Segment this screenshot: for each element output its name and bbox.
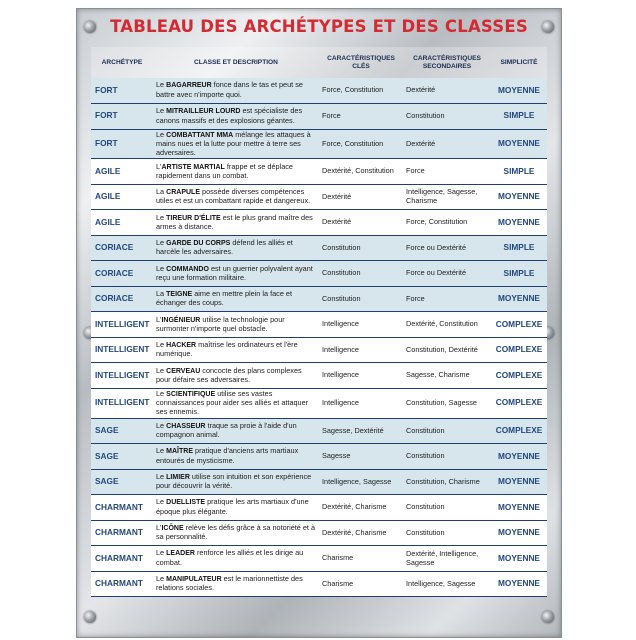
description-cell [153, 129, 319, 159]
key-stats-cell: Intelligence [319, 363, 403, 389]
header-archetype: ARCHÉTYPE [91, 47, 153, 78]
description-prefix: Le [156, 573, 167, 583]
archetype-cell: AGILE [91, 210, 153, 236]
header-secondaires: CARACTÉRISTIQUES SECONDAIRES [403, 47, 491, 78]
header-cles: CARACTÉRISTIQUES CLÉS [319, 47, 403, 78]
description-cell [153, 469, 319, 495]
secondary-stats-cell: Force [403, 159, 491, 185]
key-stats-cell: Charisme [319, 571, 403, 597]
archetype-cell: CORIACE [91, 286, 153, 312]
class-description: pratique d'anciens arts martiaux entourés de mysticisme. [156, 446, 299, 465]
description-prefix: L' [156, 314, 162, 324]
secondary-stats-cell: Constitution [403, 444, 491, 470]
description-cell [153, 520, 319, 546]
simplicity-cell: MOYENNE [491, 286, 547, 312]
class-description: utilise son intuition et son expérience pour découvrir la vérité. [156, 471, 312, 491]
secondary-stats-cell: Constitution [403, 520, 491, 546]
class-description: traque sa proie à l'aide d'un compagnon animal. [156, 420, 297, 440]
description-prefix: Le [156, 420, 167, 430]
class-name: CRAPULE [166, 189, 200, 197]
description-prefix: Le [156, 497, 167, 507]
class-description: pratique les arts martiaux d'une époque plus élégante. [156, 497, 309, 516]
secondary-stats-cell: Force, Constitution [403, 210, 491, 236]
table-row [91, 104, 547, 130]
description-prefix: Le [156, 471, 167, 481]
class-name: HACKER [166, 342, 197, 350]
secondary-stats-cell: Intelligence, Sagesse, Charisme [403, 184, 491, 210]
simplicity-cell: SIMPLE [491, 235, 547, 261]
description-cell [153, 104, 319, 130]
simplicity-cell: MOYENNE [491, 546, 547, 572]
table-row [91, 312, 547, 338]
class-description: possède diverses compétences utiles et est un combattant rapide et dangereux. [156, 187, 311, 206]
class-description: concocte des plans complexes pour défaire ses adversaires. [156, 365, 302, 384]
description-prefix: Le [156, 238, 167, 248]
table-row [91, 571, 547, 597]
bolt-icon [542, 611, 554, 623]
key-stats-cell: Intelligence [319, 312, 403, 338]
class-description: est spécialiste des canons massifs et des explosions géantes. [156, 106, 303, 125]
table-row [91, 495, 547, 521]
simplicity-cell: COMPLEXE [491, 418, 547, 444]
secondary-stats-cell: Constitution, Sagesse [403, 388, 491, 418]
class-name: DUELLISTE [166, 499, 206, 507]
table-row [91, 159, 547, 185]
key-stats-cell: Intelligence, Sagesse [319, 469, 403, 495]
class-description: utilise ses vastes connaissances pour aider ses alliés et attaquer ses ennemis. [156, 388, 309, 417]
description-cell [153, 286, 319, 312]
key-stats-cell: Force [319, 104, 403, 130]
key-stats-cell: Constitution [319, 286, 403, 312]
simplicity-cell: MOYENNE [491, 444, 547, 470]
simplicity-cell: COMPLEXE [491, 312, 547, 338]
class-description: renforce les alliés et les dirige au combat. [156, 548, 304, 567]
class-name: TEIGNE [166, 291, 193, 299]
description-cell [153, 571, 319, 597]
description-prefix: Le [156, 263, 167, 273]
secondary-stats-cell: Force [403, 286, 491, 312]
class-name: ICÔNE [161, 524, 184, 532]
archetype-cell: INTELLIGENT [91, 312, 153, 338]
simplicity-cell: MOYENNE [491, 184, 547, 210]
class-name: MITRAILLEUR LOURD [166, 108, 241, 116]
simplicity-cell: MOYENNE [491, 495, 547, 521]
table-row [91, 235, 547, 261]
description-cell [153, 388, 319, 418]
description-cell [153, 184, 319, 210]
simplicity-cell: SIMPLE [491, 159, 547, 185]
class-description: utilise la technologie pour surmonter n'importe quel obstacle. [156, 314, 285, 333]
table-body [91, 78, 547, 597]
archetype-cell: INTELLIGENT [91, 388, 153, 418]
description-prefix: La [156, 187, 167, 197]
header-simplicite: SIMPLICITÉ [491, 47, 547, 78]
simplicity-cell: MOYENNE [491, 520, 547, 546]
class-description: est le plus grand maître des armes à distance. [156, 212, 313, 231]
class-name: BAGARREUR [166, 82, 212, 90]
class-name: COMBATTANT MMA [166, 131, 234, 139]
table-row [91, 337, 547, 363]
secondary-stats-cell: Constitution [403, 495, 491, 521]
description-prefix: Le [156, 365, 167, 375]
class-name: LIMIER [166, 473, 190, 481]
class-name: INGÉNIEUR [161, 316, 201, 324]
archetype-cell: FORT [91, 78, 153, 104]
key-stats-cell: Constitution [319, 261, 403, 287]
description-cell [153, 159, 319, 185]
archetype-cell: AGILE [91, 159, 153, 185]
class-name: LEADER [166, 550, 195, 558]
description-cell [153, 337, 319, 363]
archetype-cell: SAGE [91, 444, 153, 470]
description-cell [153, 78, 319, 104]
simplicity-cell: SIMPLE [491, 261, 547, 287]
class-name: MANIPULATEUR [166, 575, 222, 583]
archetype-cell: CHARMANT [91, 546, 153, 572]
simplicity-cell: MOYENNE [491, 469, 547, 495]
class-description: relève les défis grâce à sa notoriété et à sa personnalité. [156, 522, 316, 542]
class-name: TIREUR D'ÉLITE [166, 214, 221, 222]
secondary-stats-cell: Dextérité [403, 129, 491, 159]
class-name: ARTISTE MARTIAL [161, 163, 225, 171]
table-row [91, 78, 547, 104]
secondary-stats-cell: Force ou Dextérité [403, 235, 491, 261]
class-description: mélange les attaques à mains nues et la lutte pour mettre à terre ses adversaires. [156, 129, 311, 157]
description-prefix: Le [156, 388, 167, 398]
description-cell [153, 363, 319, 389]
class-name: GARDE DU CORPS [166, 240, 231, 248]
description-prefix: L' [156, 522, 162, 532]
class-name: COMMANDO [166, 265, 209, 273]
archetype-cell: SAGE [91, 418, 153, 444]
simplicity-cell: MOYENNE [491, 210, 547, 236]
table-row [91, 286, 547, 312]
classes-table [91, 47, 547, 597]
table-row [91, 444, 547, 470]
secondary-stats-cell: Constitution, Dextérité [403, 337, 491, 363]
class-description: aime en mettre plein la face et échanger des coups. [156, 289, 292, 308]
key-stats-cell: Sagesse, Dextérité [319, 418, 403, 444]
table-row [91, 363, 547, 389]
archetype-cell: CHARMANT [91, 495, 153, 521]
class-name: CERVEAU [166, 367, 201, 375]
class-name: SCIENTIFIQUE [166, 390, 216, 398]
archetype-cell: AGILE [91, 184, 153, 210]
table-row [91, 129, 547, 159]
simplicity-cell: COMPLEXE [491, 363, 547, 389]
key-stats-cell: Dextérité [319, 184, 403, 210]
description-prefix: Le [156, 340, 167, 350]
secondary-stats-cell: Constitution [403, 418, 491, 444]
key-stats-cell: Sagesse [319, 444, 403, 470]
class-description: est un guerrier polyvalent ayant reçu une formation militaire. [156, 263, 313, 282]
key-stats-cell: Dextérité, Constitution [319, 159, 403, 185]
description-cell [153, 235, 319, 261]
header-classe: CLASSE ET DESCRIPTION [153, 47, 319, 78]
archetype-cell: CORIACE [91, 261, 153, 287]
key-stats-cell: Intelligence [319, 388, 403, 418]
class-description: frappe et se déplace rapidement dans un combat. [156, 161, 293, 180]
description-cell [153, 210, 319, 236]
key-stats-cell: Dextérité, Charisme [319, 520, 403, 546]
secondary-stats-cell: Sagesse, Charisme [403, 363, 491, 389]
key-stats-cell: Constitution [319, 235, 403, 261]
key-stats-cell: Force, Constitution [319, 129, 403, 159]
archetype-cell: CHARMANT [91, 571, 153, 597]
key-stats-cell: Charisme [319, 546, 403, 572]
simplicity-cell: MOYENNE [491, 78, 547, 104]
class-name: MAÎTRE [166, 448, 193, 456]
bolt-icon [84, 611, 96, 623]
class-description: fonce dans le tas et peut se battre avec n'importe quoi. [156, 80, 303, 99]
description-cell [153, 495, 319, 521]
table-row [91, 418, 547, 444]
description-prefix: L' [156, 161, 162, 171]
simplicity-cell: SIMPLE [491, 104, 547, 130]
archetype-cell: INTELLIGENT [91, 337, 153, 363]
class-name: CHASSEUR [166, 422, 206, 430]
table-row [91, 388, 547, 418]
description-prefix: Le [156, 129, 167, 139]
archetype-cell: FORT [91, 104, 153, 130]
secondary-stats-cell: Dextérité, Intelligence, Sagesse [403, 546, 491, 572]
description-prefix: La [156, 289, 167, 299]
description-prefix: Le [156, 446, 167, 456]
description-prefix: Le [156, 80, 167, 90]
description-cell [153, 261, 319, 287]
class-description: est le marionnettiste des relations sociales. [156, 573, 303, 593]
description-prefix: Le [156, 212, 167, 222]
table-row [91, 261, 547, 287]
key-stats-cell: Dextérité, Charisme [319, 495, 403, 521]
simplicity-cell: MOYENNE [491, 571, 547, 597]
simplicity-cell: MOYENNE [491, 129, 547, 159]
table-header-row [91, 47, 547, 78]
archetype-cell: FORT [91, 129, 153, 159]
key-stats-cell: Force, Constitution [319, 78, 403, 104]
metal-plate [76, 8, 562, 638]
description-prefix: Le [156, 548, 167, 558]
archetype-cell: INTELLIGENT [91, 363, 153, 389]
table-row [91, 184, 547, 210]
page-title: TABLEAU DES ARCHÉTYPES ET DES CLASSES [110, 17, 528, 36]
archetype-cell: CORIACE [91, 235, 153, 261]
description-cell [153, 312, 319, 338]
simplicity-cell: COMPLEXE [491, 388, 547, 418]
table-row [91, 469, 547, 495]
description-cell [153, 444, 319, 470]
table-row [91, 210, 547, 236]
table-row [91, 546, 547, 572]
simplicity-cell: COMPLEXE [491, 337, 547, 363]
key-stats-cell: Intelligence [319, 337, 403, 363]
class-description: défend les alliés et harcèle les adversaires. [156, 238, 293, 257]
secondary-stats-cell: Dextérité [403, 78, 491, 104]
secondary-stats-cell: Force ou Dextérité [403, 261, 491, 287]
description-cell [153, 418, 319, 444]
archetype-cell: SAGE [91, 469, 153, 495]
secondary-stats-cell: Constitution [403, 104, 491, 130]
description-prefix: Le [156, 106, 167, 116]
description-cell [153, 546, 319, 572]
key-stats-cell: Dextérité [319, 210, 403, 236]
archetype-cell: CHARMANT [91, 520, 153, 546]
secondary-stats-cell: Constitution, Charisme [403, 469, 491, 495]
class-description: maîtrise les ordinateurs et l'ère numérique. [156, 340, 298, 359]
secondary-stats-cell: Dextérité, Constitution [403, 312, 491, 338]
table-row [91, 520, 547, 546]
secondary-stats-cell: Intelligence, Sagesse [403, 571, 491, 597]
